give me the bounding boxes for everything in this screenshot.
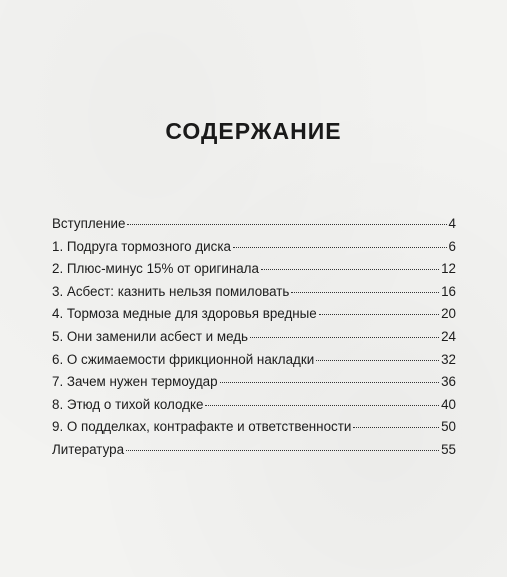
dot-leader	[220, 381, 440, 383]
dot-leader	[316, 359, 439, 361]
toc-entry-page: 12	[441, 261, 456, 277]
toc-entry	[52, 258, 456, 281]
toc-entry-title: 9. О подделках, контрафакте и ответственности	[52, 419, 352, 435]
toc-entry-page: 4	[448, 216, 456, 231]
toc-entry-page: 16	[441, 283, 456, 299]
toc-entry-title: 1. Подруга тормозного диска	[52, 238, 231, 254]
toc-entry-page: 55	[441, 441, 456, 457]
toc-entry-title: 2. Плюс-минус 15% от оригинала	[52, 261, 259, 277]
toc-entry	[52, 371, 456, 394]
dot-leader	[353, 426, 439, 428]
toc-entry	[52, 349, 456, 372]
toc-entry-title: 6. О сжимаемости фрикционной накладки	[52, 351, 315, 367]
toc-entry	[52, 281, 456, 304]
toc-entry	[52, 326, 456, 349]
dot-leader	[261, 268, 439, 270]
toc-entry-title: 7. Зачем нужен термоудар	[52, 374, 218, 390]
toc-entry-page: 36	[441, 374, 456, 390]
page-title: СОДЕРЖАНИЕ	[165, 118, 342, 144]
dot-leader	[205, 404, 439, 406]
toc-entry	[52, 394, 456, 417]
toc-entry-page: 24	[441, 328, 456, 344]
toc-entry	[52, 236, 456, 259]
dot-leader	[233, 246, 447, 248]
table-of-contents	[52, 213, 456, 462]
toc-entry-title: Литература	[52, 441, 125, 457]
toc-entry-page: 20	[441, 306, 456, 322]
dot-leader	[126, 449, 439, 451]
dot-leader	[319, 313, 439, 315]
toc-entry	[52, 439, 456, 462]
toc-entry-page: 40	[441, 396, 456, 412]
toc-entry-title: 4. Тормоза медные для здоровья вредные	[52, 306, 317, 322]
toc-entry	[52, 303, 456, 326]
toc-entry	[52, 213, 456, 236]
toc-entry-title: Вступление	[52, 216, 126, 231]
toc-entry-page: 50	[441, 419, 456, 435]
toc-entry-title: 5. Они заменили асбест и медь	[52, 328, 249, 344]
toc-entry-title: 8. Этюд о тихой колодке	[52, 396, 204, 412]
dot-leader	[250, 336, 439, 338]
toc-entry	[52, 416, 456, 439]
toc-entry-page: 6	[448, 238, 456, 254]
dot-leader	[127, 223, 446, 225]
toc-entry-title: 3. Асбест: казнить нельзя помиловать	[52, 283, 290, 299]
dot-leader	[291, 291, 439, 293]
toc-entry-page: 32	[441, 351, 456, 367]
